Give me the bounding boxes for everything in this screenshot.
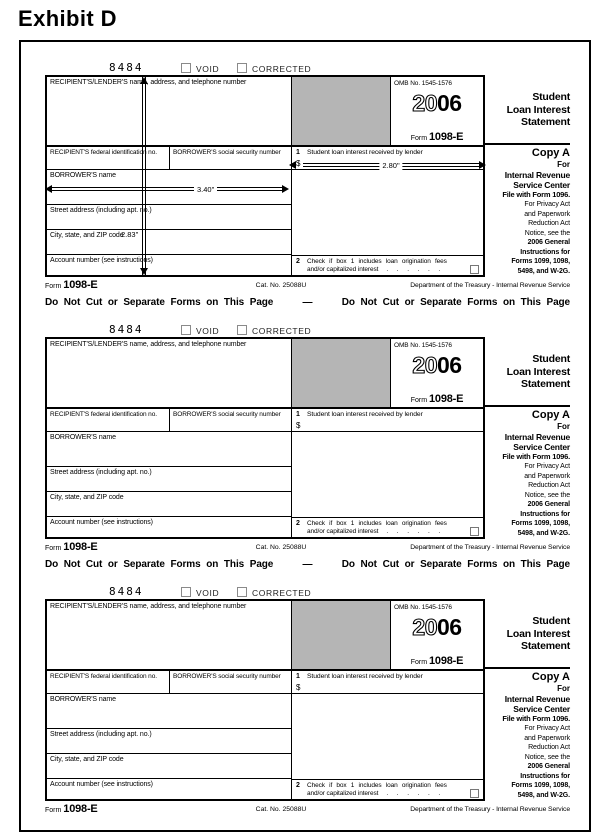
arrow-right-icon (479, 161, 486, 169)
box2-label-line2 (307, 528, 440, 536)
tax-year (391, 353, 483, 377)
form-number: 1098-E (63, 803, 98, 815)
omb-number: OMB No. 1545-1576 (394, 604, 452, 611)
arrow-up-icon (140, 77, 148, 84)
borrower-ssn-label: BORROWER'S social security number (173, 673, 281, 680)
box2-number: 2 (296, 520, 300, 527)
box1-field (292, 409, 483, 432)
form-word: Form (45, 283, 62, 290)
borrower-ssn-label: BORROWER'S social security number (173, 411, 281, 418)
omb-box (390, 77, 483, 147)
arrow-left-icon (45, 185, 52, 193)
right-panel (485, 75, 570, 287)
recipient-lender-field (47, 339, 292, 409)
form-word: Form (410, 135, 428, 142)
copy-a-label: Copy A (531, 671, 570, 683)
street-address-label: Street address (including apt. no.) (50, 731, 152, 738)
form-grid (45, 75, 485, 277)
box1-value-area (292, 694, 483, 779)
copy-a-panel (485, 405, 570, 538)
footer-form-number (45, 279, 98, 291)
copy-a-panel (485, 143, 570, 276)
box1-number: 1 (296, 411, 300, 418)
recipient-lender-field (47, 601, 292, 671)
box2-label-line2-text: and/or capitalized interest (307, 266, 379, 273)
city-state-zip-field (47, 754, 292, 779)
form-number-box (391, 395, 483, 405)
file-with-label: File with Form 1096. (502, 452, 570, 461)
service-center-line: Service Center (513, 704, 570, 714)
recipient-fed-id-label: RECIPIENT'S federal identification no. (50, 411, 157, 418)
box2-label-line2-text: and/or capitalized interest (307, 790, 379, 797)
privacy-line: Notice, see the (524, 753, 570, 761)
corrected-checkbox (237, 325, 247, 335)
city-state-zip-label: City, state, and ZIP code (50, 756, 124, 763)
instruction-line: 5498, and W-2G. (517, 791, 570, 799)
instruction-line: Instructions for (520, 510, 570, 518)
tax-year (391, 91, 483, 115)
account-number-field (47, 255, 292, 275)
tax-year-digits: 06 (437, 614, 462, 640)
recipient-fed-id-field (47, 409, 170, 432)
form-word: Form (45, 545, 62, 552)
form-body (45, 337, 570, 539)
form-word: Form (45, 807, 62, 814)
recipient-fed-id-label: RECIPIENT'S federal identification no. (50, 149, 157, 156)
dot-leaders: . . . . . . (386, 790, 441, 797)
borrower-ssn-label: BORROWER'S social security number (173, 149, 281, 156)
borrower-name-label: BORROWER'S name (50, 696, 116, 703)
street-address-field (47, 729, 292, 754)
box1-label: Student loan interest received by lender (307, 149, 423, 156)
code-row (45, 586, 570, 599)
form-footer (45, 802, 570, 818)
copy-for-label: For (557, 684, 570, 693)
statement-title (485, 615, 570, 653)
box1-label: Student loan interest received by lender (307, 673, 423, 680)
do-not-cut-separator (45, 296, 570, 309)
arrow-right-icon (282, 185, 289, 193)
void-checkbox (181, 325, 191, 335)
box2-field (292, 779, 483, 799)
corrected-label: CORRECTED (252, 64, 312, 74)
box2-number: 2 (296, 782, 300, 789)
void-label: VOID (196, 326, 220, 336)
width-dimension-label: 3.40" (194, 185, 217, 194)
recipient-lender-label: RECIPIENT'S/LENDER'S name, address, and telephone number (50, 79, 247, 86)
account-number-field (47, 517, 292, 537)
footer-form-number (45, 541, 98, 553)
exhibit-title: Exhibit D (18, 6, 117, 31)
street-address-field (47, 205, 292, 230)
privacy-line: and Paperwork (524, 734, 570, 742)
copy-a-label: Copy A (531, 147, 570, 159)
form-footer (45, 278, 570, 294)
statement-title (485, 353, 570, 391)
privacy-line: For Privacy Act (524, 201, 570, 208)
dot-leaders: . . . . . . (386, 266, 441, 273)
instruction-line: Forms 1099, 1098, (511, 782, 570, 789)
box2-checkbox (470, 789, 479, 798)
tax-year-decade: 20 (412, 614, 437, 640)
box2-checkbox (470, 265, 479, 274)
street-address-label: Street address (including apt. no.) (50, 207, 152, 214)
omb-box (390, 601, 483, 671)
box2-field (292, 517, 483, 537)
separator-text-right: Do Not Cut or Separate Forms on This Page (341, 297, 570, 308)
city-state-zip-label: City, state, and ZIP code (50, 232, 124, 239)
department-label: Department of the Treasury - Internal Revenue Service (410, 806, 570, 813)
arrow-left-icon (289, 161, 296, 169)
instruction-line: Instructions for (520, 772, 570, 780)
instruction-line: 5498, and W-2G. (517, 529, 570, 537)
height-dimension-label: 2.83" (121, 230, 139, 239)
city-state-zip-field (47, 230, 292, 255)
recipient-lender-label: RECIPIENT'S/LENDER'S name, address, and telephone number (50, 603, 247, 610)
privacy-line: Reduction Act (528, 744, 570, 751)
form-print-code: 8484 (109, 61, 144, 74)
box1-value-area (292, 432, 483, 517)
separator-dash: — (302, 297, 313, 308)
file-with-label: File with Form 1096. (502, 714, 570, 723)
corrected-label: CORRECTED (252, 588, 312, 598)
statement-title-line: Statement (521, 378, 570, 390)
box2-label-line2-text: and/or capitalized interest (307, 528, 379, 535)
instruction-line: 5498, and W-2G. (517, 267, 570, 275)
form-word: Form (410, 397, 428, 404)
privacy-line: and Paperwork (524, 472, 570, 480)
copy-a-label: Copy A (531, 409, 570, 421)
recipient-fed-id-field (47, 147, 170, 170)
borrower-name-label: BORROWER'S name (50, 172, 116, 179)
borrower-ssn-field (170, 147, 292, 170)
box2-checkbox (470, 527, 479, 536)
form-number: 1098-E (63, 541, 98, 553)
privacy-line: Notice, see the (524, 229, 570, 237)
box1-label: Student loan interest received by lender (307, 411, 423, 418)
separator-text-right: Do Not Cut or Separate Forms on This Page (341, 559, 570, 570)
shaded-area (292, 601, 390, 671)
instruction-line: Forms 1099, 1098, (511, 258, 570, 265)
borrower-ssn-field (170, 409, 292, 432)
statement-title-line: Student (532, 91, 570, 103)
statement-title-line: Student (532, 615, 570, 627)
statement-title (485, 91, 570, 129)
box2-label-line1: Check if box 1 includes loan origination fees (307, 782, 447, 789)
box2-label-line1: Check if box 1 includes loan origination fees (307, 520, 447, 527)
recipient-fed-id-field (47, 671, 170, 694)
box2-label-line2 (307, 266, 440, 274)
width-dimension-label: 2.80" (379, 161, 402, 170)
department-label: Department of the Treasury - Internal Revenue Service (410, 544, 570, 551)
catalog-number: Cat. No. 25088U (255, 544, 307, 551)
form-number: 1098-E (429, 131, 464, 143)
width-dimension-line-left-section (51, 185, 282, 194)
void-checkbox (181, 63, 191, 73)
privacy-line: Notice, see the (524, 491, 570, 499)
borrower-name-field (47, 432, 292, 467)
form-number: 1098-E (429, 655, 464, 667)
form-1098e-copy-3 (45, 586, 570, 818)
copy-for-label: For (557, 160, 570, 169)
right-panel (485, 337, 570, 549)
statement-title-line: Loan Interest (506, 365, 570, 378)
catalog-number: Cat. No. 25088U (255, 282, 307, 289)
instruction-line: Forms 1099, 1098, (511, 520, 570, 527)
right-panel (485, 599, 570, 811)
statement-title-line: Loan Interest (506, 627, 570, 640)
tax-year-decade: 20 (412, 352, 437, 378)
code-row (45, 62, 570, 75)
form-number: 1098-E (63, 279, 98, 291)
statement-title-line: Statement (521, 116, 570, 128)
shaded-area (292, 339, 390, 409)
tax-year-digits: 06 (437, 352, 462, 378)
shaded-area (292, 77, 390, 147)
separator-dash: — (302, 559, 313, 570)
form-body (45, 599, 570, 801)
borrower-name-label: BORROWER'S name (50, 434, 116, 441)
file-with-label: File with Form 1096. (502, 190, 570, 199)
service-center-line: Internal Revenue (504, 694, 570, 704)
form-footer (45, 540, 570, 556)
privacy-line: For Privacy Act (524, 463, 570, 470)
service-center-line: Internal Revenue (504, 170, 570, 180)
box2-number: 2 (296, 258, 300, 265)
service-center-line: Service Center (513, 180, 570, 190)
form-word: Form (410, 659, 428, 666)
account-number-label: Account number (see instructions) (50, 781, 153, 788)
corrected-checkbox (237, 63, 247, 73)
copy-for-label: For (557, 422, 570, 431)
dot-leaders: . . . . . . (386, 528, 441, 535)
form-number-box (391, 133, 483, 143)
statement-title-line: Student (532, 353, 570, 365)
code-row (45, 324, 570, 337)
instruction-line: 2006 General (527, 239, 570, 246)
service-center-line: Internal Revenue (504, 432, 570, 442)
privacy-line: For Privacy Act (524, 725, 570, 732)
form-1098e-copy-2 (45, 324, 570, 556)
instruction-line: Instructions for (520, 248, 570, 256)
borrower-name-field (47, 694, 292, 729)
corrected-checkbox (237, 587, 247, 597)
account-number-label: Account number (see instructions) (50, 257, 153, 264)
dollar-sign: $ (296, 159, 301, 168)
form-1098e-copy-1 (45, 62, 570, 294)
box2-label-line2 (307, 790, 440, 798)
form-number: 1098-E (429, 393, 464, 405)
city-state-zip-label: City, state, and ZIP code (50, 494, 124, 501)
form-print-code: 8484 (109, 323, 144, 336)
recipient-lender-label: RECIPIENT'S/LENDER'S name, address, and telephone number (50, 341, 247, 348)
footer-form-number (45, 803, 98, 815)
account-number-label: Account number (see instructions) (50, 519, 153, 526)
omb-box (390, 339, 483, 409)
arrow-down-icon (140, 268, 148, 275)
account-number-field (47, 779, 292, 799)
department-label: Department of the Treasury - Internal Revenue Service (410, 282, 570, 289)
omb-number: OMB No. 1545-1576 (394, 342, 452, 349)
recipient-fed-id-label: RECIPIENT'S federal identification no. (50, 673, 157, 680)
privacy-line: and Paperwork (524, 210, 570, 218)
box2-field (292, 255, 483, 275)
borrower-ssn-field (170, 671, 292, 694)
void-label: VOID (196, 588, 220, 598)
box1-number: 1 (296, 149, 300, 156)
tax-year (391, 615, 483, 639)
street-address-label: Street address (including apt. no.) (50, 469, 152, 476)
catalog-number: Cat. No. 25088U (255, 806, 307, 813)
form-grid (45, 337, 485, 539)
box1-field (292, 671, 483, 694)
box1-number: 1 (296, 673, 300, 680)
separator-text-left: Do Not Cut or Separate Forms on This Page (45, 559, 274, 570)
exhibit-sheet (19, 40, 591, 832)
statement-title-line: Statement (521, 640, 570, 652)
tax-year-decade: 20 (412, 90, 437, 116)
privacy-line: Reduction Act (528, 220, 570, 227)
do-not-cut-separator (45, 558, 570, 571)
height-dimension-line (142, 77, 146, 275)
service-center-line: Service Center (513, 442, 570, 452)
corrected-label: CORRECTED (252, 326, 312, 336)
void-label: VOID (196, 64, 220, 74)
void-checkbox (181, 587, 191, 597)
dollar-sign: $ (296, 421, 301, 430)
form-grid (45, 599, 485, 801)
separator-text-left: Do Not Cut or Separate Forms on This Page (45, 297, 274, 308)
privacy-line: Reduction Act (528, 482, 570, 489)
city-state-zip-field (47, 492, 292, 517)
recipient-lender-field (47, 77, 292, 147)
statement-title-line: Loan Interest (506, 103, 570, 116)
box1-value-area (292, 170, 483, 255)
copy-a-panel (485, 667, 570, 800)
instruction-line: 2006 General (527, 763, 570, 770)
street-address-field (47, 467, 292, 492)
form-print-code: 8484 (109, 585, 144, 598)
omb-number: OMB No. 1545-1576 (394, 80, 452, 87)
dollar-sign: $ (296, 683, 301, 692)
form-body (45, 75, 570, 277)
tax-year-digits: 06 (437, 90, 462, 116)
width-dimension-line-box1 (303, 161, 479, 170)
instruction-line: 2006 General (527, 501, 570, 508)
box2-label-line1: Check if box 1 includes loan origination fees (307, 258, 447, 265)
form-number-box (391, 657, 483, 667)
